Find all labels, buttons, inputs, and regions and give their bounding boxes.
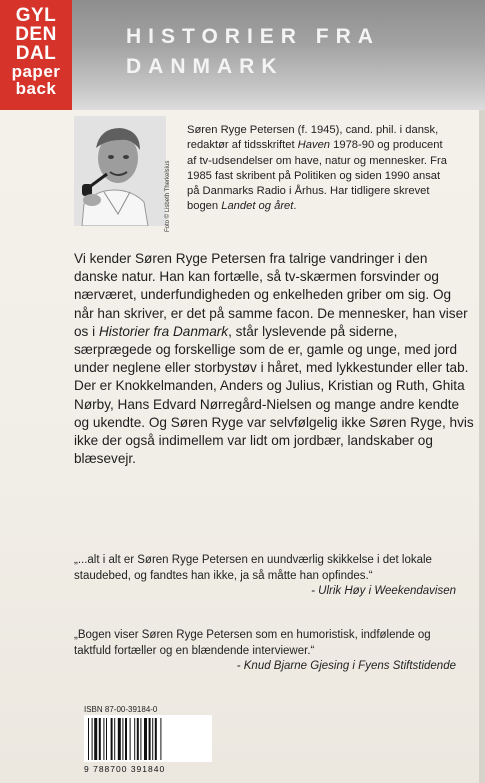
book-title-line: DANMARK <box>126 55 284 78</box>
author-portrait-image <box>74 116 166 226</box>
barcode-digits: 9 788700 391840 <box>84 764 166 774</box>
blurb-text: , står lyslevende på siderne, særprægede og forskellige som de er, gamle og unge, med jord under neglene eller storbystøv i håret, med lykkestunder eller tab. <box>74 323 469 376</box>
blurb <box>74 250 474 468</box>
review-quote <box>74 628 466 675</box>
logo-line: back <box>15 79 57 98</box>
photo-credit: Foto © Lisbeth Therkelsius <box>165 160 171 232</box>
book-title-line: HISTORIER FRA <box>126 25 380 48</box>
blurb-paragraph: Der er Knokkelmanden, Anders og Julius, Kristian og Ruth, Ghita Nørby, Hans Edvard Nørregård-Nielsen og mange andre kendte og ukendte. Og Søren Ryge var selvfølgelig ikke Søren Ryge, hvis ikke der også indimellem var lidt om jordbær, landskaber og blæsevejr. <box>74 378 474 467</box>
quote-attribution: - Ulrik Høy i Weekendavisen <box>311 585 456 598</box>
cover-edge <box>479 0 485 783</box>
barcode-image <box>84 715 212 762</box>
bio-text: 1978-90 og producent af tv-udsendelser om have, natur og mennesker. Fra 1985 fast skribent på Politiken og siden 1990 ansat på Danmarks Radio i Århus. Har tidligere skrevet bogen <box>187 139 447 213</box>
logo-line: DAL <box>15 43 57 64</box>
isbn-label: ISBN 87-00-39184-0 <box>84 705 158 714</box>
author-bio <box>187 123 455 215</box>
author-photo <box>74 116 166 226</box>
bio-text: . <box>293 200 297 213</box>
bio-magazine-title: Haven <box>297 139 331 152</box>
quote-text: „Bogen viser Søren Ryge Petersen som en humoristisk, indfølende og taktfuld fortæller og en blændende interviewer.“ <box>74 629 431 657</box>
book-title <box>126 22 466 82</box>
quote-attribution: - Knud Bjarne Gjesing i Fyens Stiftstidende <box>236 660 456 673</box>
logo-line: GYL <box>15 5 57 26</box>
blurb-paragraph <box>74 250 474 377</box>
quote-text: „...alt i alt er Søren Ryge Petersen en uundværlig skikkelse i det lokale staudebed, og fandtes han ikke, ja så måtte han opfindes.“ <box>74 554 432 582</box>
blurb-text: Vi kender Søren Ryge Petersen fra talrige vandringer i den danske natur. Han kan fortælle, så tv-skærmen forsvinder og nærværet, underfundigheden og enkelheden griber om sig. Og når han skriver, er det på samme facon. De mennesker, han viser os i <box>74 251 468 339</box>
logo-line: DEN <box>15 24 57 45</box>
barcode <box>84 715 212 762</box>
logo-line: paper <box>11 62 61 81</box>
publisher-logo <box>0 0 72 110</box>
bio-text: Søren Ryge Petersen (f. 1945), cand. phil. i dansk, redaktør af tidsskriftet <box>187 124 439 152</box>
bio-book-title: Landet og året <box>221 200 294 213</box>
review-quote <box>74 553 466 600</box>
blurb-book-title: Historier fra Danmark <box>98 323 229 339</box>
